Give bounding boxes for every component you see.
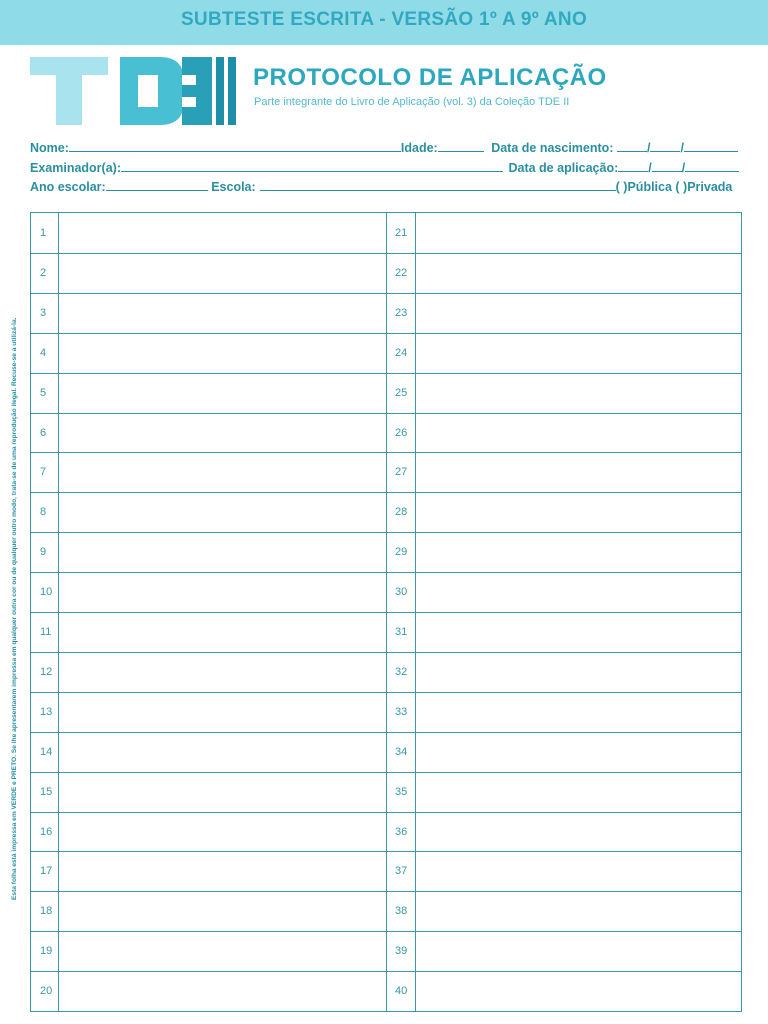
item-number-right: 31 xyxy=(395,626,408,638)
answer-cell[interactable] xyxy=(416,213,741,253)
protocol-subtitle: Parte integrante do Livro de Aplicação (vol. 3) da Coleção TDE II xyxy=(254,96,570,108)
item-number-left: 17 xyxy=(40,865,53,878)
answer-cell[interactable] xyxy=(416,732,741,772)
answer-cell[interactable] xyxy=(59,612,386,652)
item-number-right: 35 xyxy=(395,785,408,798)
item-number-left: 19 xyxy=(40,945,53,958)
answer-cell[interactable] xyxy=(416,532,741,572)
item-number-right: 36 xyxy=(395,825,408,838)
item-number-left: 8 xyxy=(40,506,47,519)
nascimento-dia-field[interactable] xyxy=(617,139,647,152)
answer-cell[interactable] xyxy=(59,692,386,732)
item-number-left: 16 xyxy=(40,825,53,838)
answer-cell[interactable] xyxy=(59,333,386,373)
item-number-left: 1 xyxy=(40,227,47,239)
label-data-nascimento: Data de nascimento: xyxy=(491,141,614,155)
examinador-field[interactable] xyxy=(121,159,503,172)
copyright-side-note: Esta folha está impressa em VERDE e PRETO. Se lhe apresentarem impressa em qualquer outra cor ou de qualquer outro modo, trata-se de uma reprodução ilegal. Recuse-se a utilizá-la. xyxy=(11,317,18,900)
label-nome: Nome: xyxy=(30,141,69,155)
tde-logo xyxy=(30,57,242,125)
item-number-right: 34 xyxy=(395,745,408,758)
item-number-left: 12 xyxy=(40,665,53,678)
item-number-left: 5 xyxy=(40,386,47,399)
item-number-right: 40 xyxy=(395,985,408,998)
aplicacao-dia-field[interactable] xyxy=(618,159,648,172)
idade-field[interactable] xyxy=(438,139,484,152)
date-separator: / xyxy=(681,161,686,175)
answer-cell[interactable] xyxy=(59,373,386,413)
form-line-3 xyxy=(30,178,732,194)
answer-cell[interactable] xyxy=(59,772,386,812)
protocol-title: PROTOCOLO DE APLICAÇÃO xyxy=(253,64,607,91)
item-number-right: 24 xyxy=(395,346,408,359)
answer-cell[interactable] xyxy=(416,572,741,612)
item-number-right: 32 xyxy=(395,665,408,678)
answer-cell[interactable] xyxy=(416,452,741,492)
aplicacao-mes-field[interactable] xyxy=(652,159,682,172)
answer-cell[interactable] xyxy=(59,931,386,971)
item-number-left: 4 xyxy=(40,346,47,359)
label-escola: Escola: xyxy=(211,180,256,194)
item-number-right: 23 xyxy=(395,306,408,319)
aplicacao-ano-field[interactable] xyxy=(685,159,739,172)
item-number-left: 11 xyxy=(40,626,52,638)
answer-cell[interactable] xyxy=(416,612,741,652)
answer-cell[interactable] xyxy=(416,293,741,333)
item-number-right: 21 xyxy=(395,227,408,239)
answer-cell[interactable] xyxy=(416,931,741,971)
item-number-right: 29 xyxy=(395,546,408,559)
answer-cell[interactable] xyxy=(59,492,386,532)
item-number-right: 25 xyxy=(395,386,408,399)
answer-cell[interactable] xyxy=(59,812,386,852)
label-idade: Idade: xyxy=(400,141,438,155)
form-line-1 xyxy=(30,139,738,155)
item-number-left: 10 xyxy=(40,586,53,599)
label-ano-escolar: Ano escolar: xyxy=(30,180,106,194)
item-number-left: 14 xyxy=(40,745,53,758)
answer-cell[interactable] xyxy=(59,413,386,453)
nascimento-mes-field[interactable] xyxy=(650,139,680,152)
nome-field[interactable] xyxy=(69,139,401,152)
item-number-left: 15 xyxy=(40,785,53,798)
date-separator: / xyxy=(648,161,652,175)
answer-grid xyxy=(30,212,742,1012)
answer-cell[interactable] xyxy=(416,812,741,852)
nascimento-ano-field[interactable] xyxy=(684,139,738,152)
item-number-right: 28 xyxy=(395,506,408,519)
answer-cell[interactable] xyxy=(59,891,386,931)
option-privada[interactable]: ( )Privada xyxy=(675,180,733,194)
item-number-right: 37 xyxy=(395,865,408,878)
answer-cell[interactable] xyxy=(416,373,741,413)
item-number-left: 3 xyxy=(40,306,47,319)
answer-cell[interactable] xyxy=(59,851,386,891)
answer-cell[interactable] xyxy=(416,652,741,692)
answer-cell[interactable] xyxy=(416,333,741,373)
answer-cell[interactable] xyxy=(59,572,386,612)
answer-cell[interactable] xyxy=(416,492,741,532)
date-separator: / xyxy=(646,141,651,155)
answer-cell[interactable] xyxy=(416,971,741,1011)
answer-cell[interactable] xyxy=(59,213,386,253)
answer-cell[interactable] xyxy=(416,692,741,732)
answer-cell[interactable] xyxy=(416,772,741,812)
answer-cell[interactable] xyxy=(59,253,386,293)
item-number-left: 6 xyxy=(40,426,47,439)
label-examinador: Examinador(a): xyxy=(30,161,121,175)
answer-cell[interactable] xyxy=(59,971,386,1011)
answer-cell[interactable] xyxy=(416,413,741,453)
item-number-right: 33 xyxy=(395,705,408,718)
answer-cell[interactable] xyxy=(416,891,741,931)
form-line-2 xyxy=(30,159,739,175)
escola-field[interactable] xyxy=(260,178,616,191)
ano-escolar-field[interactable] xyxy=(106,178,208,191)
label-data-aplicacao: Data de aplicação: xyxy=(508,161,619,175)
answer-cell[interactable] xyxy=(416,851,741,891)
item-number-right: 27 xyxy=(395,466,408,479)
answer-cell[interactable] xyxy=(59,532,386,572)
item-number-left: 7 xyxy=(40,466,47,479)
item-number-right: 30 xyxy=(395,586,408,599)
item-number-left: 18 xyxy=(40,905,53,918)
answer-cell[interactable] xyxy=(59,732,386,772)
answer-cell[interactable] xyxy=(59,652,386,692)
item-number-right: 26 xyxy=(395,426,408,439)
item-number-right: 39 xyxy=(395,945,408,958)
answer-cell[interactable] xyxy=(59,452,386,492)
banner-title: SUBTESTE ESCRITA - VERSÃO 1º A 9º ANO xyxy=(180,9,588,30)
date-separator: / xyxy=(680,141,684,155)
answer-cell[interactable] xyxy=(416,253,741,293)
item-number-right: 22 xyxy=(395,266,408,279)
item-number-left: 2 xyxy=(40,266,47,279)
item-number-left: 13 xyxy=(40,705,53,718)
item-number-left: 20 xyxy=(40,985,53,998)
item-number-right: 38 xyxy=(395,905,408,918)
item-number-left: 9 xyxy=(40,546,47,559)
answer-cell[interactable] xyxy=(59,293,386,333)
option-publica[interactable]: ( )Pública xyxy=(615,180,672,194)
